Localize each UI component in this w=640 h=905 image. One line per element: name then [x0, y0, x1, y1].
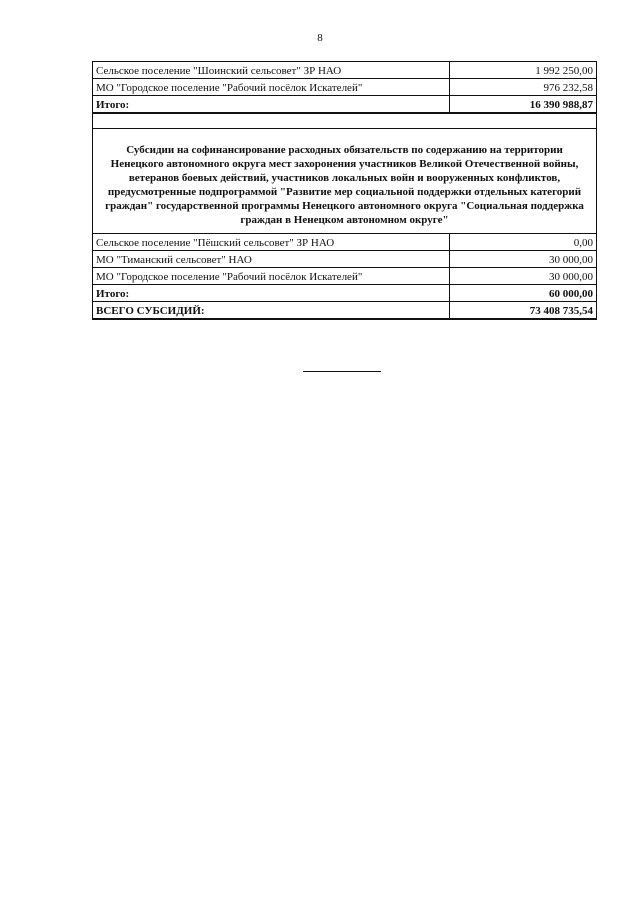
page-number: 8 — [317, 32, 323, 44]
subsidy-table — [92, 61, 597, 320]
section-heading: Субсидии на софинансирование расходных обязательств по содержанию на территории Ненецкого автономного округа мест захоронения участников Великой Отечественной войны, ветеранов боевых действий, участников локальных войн и вооруженных конфликтов, предусмотренные подпрограммой "Развитие мер социальной поддержки отдельных категорий граждан" государственной программы Ненецкого автономного округа "Социальная поддержка граждан в Ненецком автономном округе" — [93, 129, 597, 234]
table-row — [93, 234, 597, 251]
municipality-name: МО "Тиманский сельсовет" НАО — [93, 251, 450, 268]
subsidy-amount: 0,00 — [450, 234, 597, 251]
subsidy-amount: 976 232,58 — [450, 79, 597, 96]
subsidy-amount: 30 000,00 — [450, 251, 597, 268]
grand-total-amount: 73 408 735,54 — [450, 302, 597, 320]
subtotal-label: Итого: — [93, 96, 450, 114]
table-row — [93, 79, 597, 96]
subsidy-amount: 1 992 250,00 — [450, 62, 597, 79]
section-heading-row — [93, 129, 597, 234]
subsidy-amount: 30 000,00 — [450, 268, 597, 285]
table-row — [93, 62, 597, 79]
grand-total-row — [93, 302, 597, 320]
subtotal-label: Итого: — [93, 285, 450, 302]
municipality-name: Сельское поселение "Шоинский сельсовет" ЗР НАО — [93, 62, 450, 79]
subtotal-row — [93, 96, 597, 114]
subtotal-row — [93, 285, 597, 302]
subtotal-amount: 16 390 988,87 — [450, 96, 597, 114]
spacer-row — [93, 113, 597, 129]
end-of-document-rule — [303, 371, 381, 372]
municipality-name: МО "Городское поселение "Рабочий посёлок Искателей" — [93, 79, 450, 96]
grand-total-label: ВСЕГО СУБСИДИЙ: — [93, 302, 450, 320]
municipality-name: Сельское поселение "Пёшский сельсовет" ЗР НАО — [93, 234, 450, 251]
subtotal-amount: 60 000,00 — [450, 285, 597, 302]
table-row — [93, 251, 597, 268]
table-row — [93, 268, 597, 285]
empty-cell — [93, 113, 597, 129]
municipality-name: МО "Городское поселение "Рабочий посёлок Искателей" — [93, 268, 450, 285]
